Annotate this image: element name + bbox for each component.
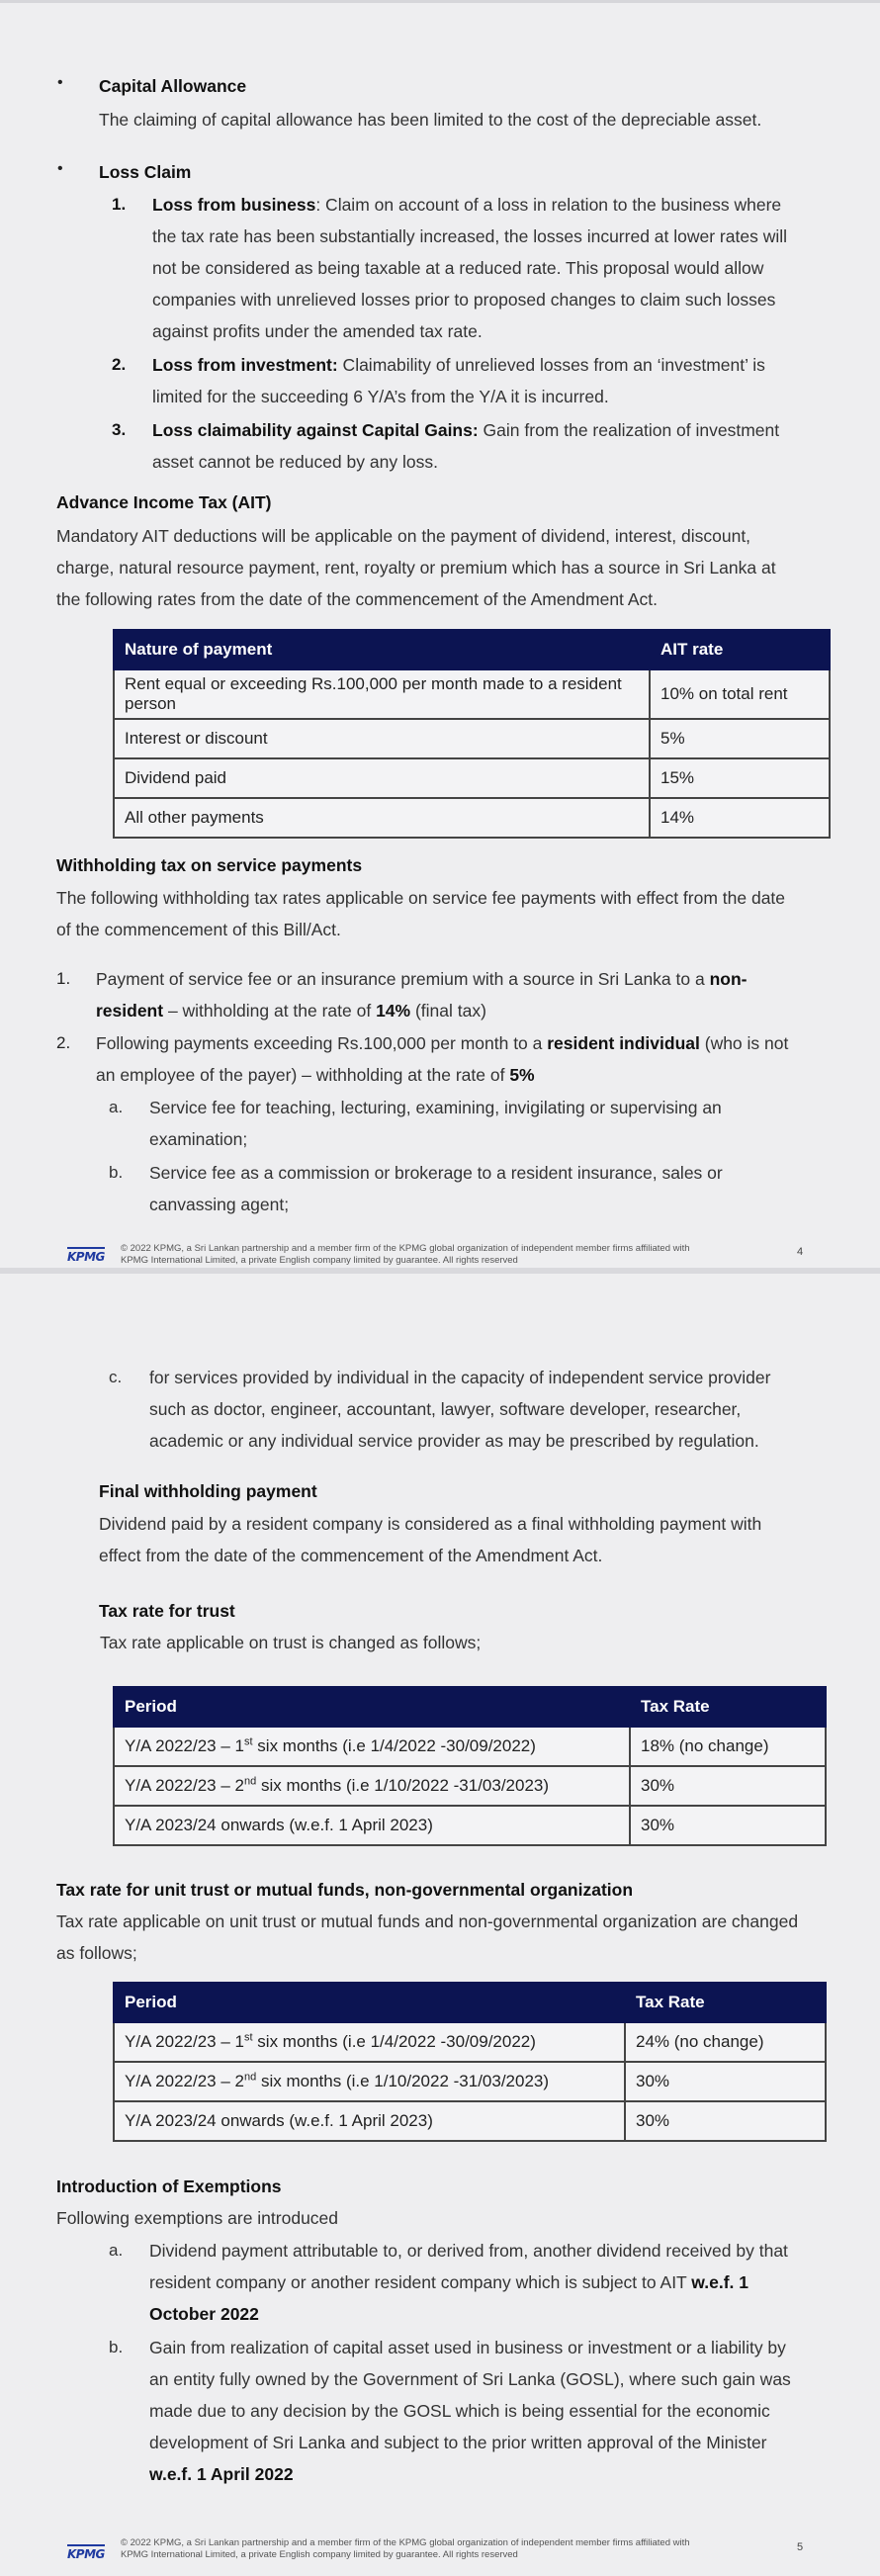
- wht-sub-item: [149, 1157, 841, 1220]
- column-header: Nature of payment: [114, 630, 650, 669]
- footer-copyright: [121, 1243, 690, 1267]
- table-cell: 10% on total rent: [650, 669, 830, 719]
- item-text: academic or any individual service provider as may be prescribed by regulation.: [149, 1431, 759, 1451]
- document-page-4: [0, 0, 880, 1271]
- trust-rate-table: [113, 1686, 827, 1846]
- item-text: against profits under the amended tax rate.: [152, 321, 483, 341]
- logo-text: KPMG: [67, 1247, 105, 1264]
- column-header: Period: [114, 1983, 625, 2022]
- item-text: examination;: [149, 1129, 248, 1149]
- footer-copyright: [121, 2537, 690, 2561]
- kpmg-logo: [67, 2544, 105, 2562]
- table-cell: Y/A 2023/24 onwards (w.e.f. 1 April 2023): [114, 1806, 630, 1845]
- capital-allowance-heading: Capital Allowance: [99, 76, 247, 96]
- table-row: [114, 2101, 826, 2141]
- item-text: resident company or another resident company which is subject to AIT: [149, 2272, 692, 2292]
- loss-from-business-item: [152, 189, 835, 347]
- bullet-dot: •: [57, 74, 63, 91]
- item-text: (final tax): [410, 1001, 486, 1021]
- table-cell: 24% (no change): [625, 2022, 826, 2062]
- paragraph-line: The following withholding tax rates applicable on service fee payments with effect from the date: [56, 888, 786, 908]
- list-number: 1.: [112, 195, 127, 214]
- item-text: an employee of the payer) – withholding at the rate of: [96, 1065, 510, 1085]
- table-row: [114, 798, 830, 838]
- loss-claim-heading: Loss Claim: [99, 162, 192, 182]
- item-bold: non-: [709, 969, 748, 989]
- item-text: canvassing agent;: [149, 1195, 290, 1214]
- loss-from-investment-item: [152, 349, 835, 412]
- table-header-row: [114, 1687, 826, 1727]
- column-header: Tax Rate: [630, 1687, 826, 1727]
- item-bold: w.e.f. 1: [691, 2272, 749, 2292]
- footer-line: © 2022 KPMG, a Sri Lankan partnership and a member firm of the KPMG global organization of independent member firms affiliated with: [121, 2537, 690, 2548]
- loss-capital-gains-item: [152, 414, 835, 478]
- final-wht-heading: Final withholding payment: [99, 1481, 317, 1501]
- loss-from-business-label: Loss from business: [152, 195, 316, 215]
- list-letter: c.: [109, 1368, 123, 1386]
- wht-item-non-resident: [96, 963, 847, 1026]
- table-cell: 30%: [625, 2101, 826, 2141]
- item-bold: w.e.f. 1 April 2022: [149, 2464, 294, 2484]
- paragraph-line: charge, natural resource payment, rent, royalty or premium which has a source in Sri Lanka at: [56, 558, 776, 577]
- item-text: – withholding at the rate of: [163, 1001, 377, 1021]
- list-letter: b.: [109, 2338, 124, 2356]
- exemptions-heading: Introduction of Exemptions: [56, 2176, 282, 2196]
- document-page-5: [0, 1268, 880, 2576]
- item-text: Service fee for teaching, lecturing, examining, invigilating or supervising an: [149, 1098, 722, 1117]
- item-text: Gain from realization of capital asset used in business or investment or a liability by: [149, 2338, 786, 2357]
- unit-trust-rate-table: [113, 1982, 827, 2142]
- loss-capital-gains-label: Loss claimability against Capital Gains:: [152, 420, 479, 440]
- item-text: (who is not: [699, 1033, 789, 1053]
- table-cell: 14%: [650, 798, 830, 838]
- paragraph-line: as follows;: [56, 1943, 137, 1963]
- item-text: Following payments exceeding Rs.100,000 per month to a: [96, 1033, 548, 1053]
- table-cell: 30%: [625, 2062, 826, 2101]
- list-letter: a.: [109, 2241, 124, 2260]
- table-cell: Interest or discount: [114, 719, 650, 758]
- table-cell: 18% (no change): [630, 1727, 826, 1766]
- item-bold: 5%: [509, 1065, 535, 1085]
- item-text: Dividend payment attributable to, or derived from, another dividend received by that: [149, 2241, 788, 2261]
- item-text: companies with unrelieved losses prior to proposed changes to claim such losses: [152, 290, 776, 310]
- table-cell: All other payments: [114, 798, 650, 838]
- item-text: Service fee as a commission or brokerage to a resident insurance, sales or: [149, 1163, 723, 1183]
- final-wht-paragraph: [99, 1508, 850, 1571]
- item-text: Gain from the realization of investment: [478, 420, 780, 440]
- table-cell: Rent equal or exceeding Rs.100,000 per month made to a resident person: [114, 669, 650, 719]
- trust-text: Tax rate applicable on trust is changed as follows;: [100, 1633, 482, 1652]
- table-cell: Y/A 2022/23 – 1st six months (i.e 1/4/2022 -30/09/2022): [114, 1727, 630, 1766]
- column-header: Period: [114, 1687, 630, 1727]
- table-cell: Y/A 2022/23 – 2nd six months (i.e 1/10/2022 -31/03/2023): [114, 1766, 630, 1806]
- footer-line: © 2022 KPMG, a Sri Lankan partnership and a member firm of the KPMG global organization of independent member firms affiliated with: [121, 1243, 690, 1254]
- table-cell: Y/A 2022/23 – 2nd six months (i.e 1/10/2022 -31/03/2023): [114, 2062, 625, 2101]
- item-text: Payment of service fee or an insurance premium with a source in Sri Lanka to a: [96, 969, 710, 989]
- wht-heading: Withholding tax on service payments: [56, 855, 363, 875]
- table-cell: 5%: [650, 719, 830, 758]
- wht-sub-item: [149, 1362, 841, 1457]
- item-text: development of Sri Lanka and subject to the prior written approval of the Minister: [149, 2433, 767, 2452]
- table-row: [114, 758, 830, 798]
- item-text: the tax rate has been substantially increased, the losses incurred at lower rates will: [152, 226, 787, 246]
- table-row: [114, 719, 830, 758]
- table-row: [114, 2022, 826, 2062]
- table-cell: 30%: [630, 1766, 826, 1806]
- table-cell: Dividend paid: [114, 758, 650, 798]
- list-number: 1.: [56, 969, 71, 988]
- kpmg-logo: [67, 1247, 105, 1265]
- wht-item-resident: [96, 1027, 847, 1091]
- unit-trust-paragraph: [56, 1906, 847, 1969]
- ait-rate-table: [113, 629, 831, 839]
- table-row: [114, 2062, 826, 2101]
- column-header: Tax Rate: [625, 1983, 826, 2022]
- table-row: [114, 1766, 826, 1806]
- ait-paragraph: [56, 520, 847, 615]
- item-bold: October 2022: [149, 2304, 259, 2324]
- loss-from-investment-label: Loss from investment:: [152, 355, 338, 375]
- item-bold: 14%: [376, 1001, 411, 1021]
- footer-line: KPMG International Limited, a private English company limited by guarantee. All rights reserved: [121, 1255, 518, 1266]
- item-text: such as doctor, engineer, accountant, lawyer, software developer, researcher,: [149, 1399, 742, 1419]
- item-text: Claimability of unrelieved losses from an ‘investment’ is: [337, 355, 765, 375]
- exemptions-text: Following exemptions are introduced: [56, 2208, 339, 2228]
- table-row: [114, 669, 830, 719]
- list-letter: a.: [109, 1098, 124, 1116]
- table-row: [114, 1727, 826, 1766]
- item-text: for services provided by individual in the capacity of independent service provider: [149, 1368, 771, 1387]
- table-header-row: [114, 630, 830, 669]
- table-cell: 30%: [630, 1806, 826, 1845]
- capital-allowance-text: The claiming of capital allowance has been limited to the cost of the depreciable asset.: [99, 110, 762, 130]
- table-cell: Y/A 2022/23 – 1st six months (i.e 1/4/2022 -30/09/2022): [114, 2022, 625, 2062]
- logo-text: KPMG: [67, 2544, 105, 2561]
- bullet-dot: •: [57, 160, 63, 177]
- list-number: 2.: [56, 1033, 71, 1052]
- item-text: asset cannot be reduced by any loss.: [152, 452, 438, 472]
- list-number: 3.: [112, 420, 127, 439]
- wht-paragraph: [56, 882, 847, 945]
- item-text: not be considered as being taxable at a reduced rate. This proposal would allow: [152, 258, 764, 278]
- paragraph-line: effect from the date of the commencement of the Amendment Act.: [99, 1546, 603, 1565]
- unit-trust-heading: Tax rate for unit trust or mutual funds, non-governmental organization: [56, 1880, 634, 1900]
- footer-line: KPMG International Limited, a private English company limited by guarantee. All rights reserved: [121, 2549, 518, 2560]
- wht-sub-item: [149, 1092, 841, 1155]
- exemption-item: [149, 2332, 841, 2490]
- exemption-item: [149, 2235, 841, 2330]
- paragraph-line: the following rates from the date of the commencement of the Amendment Act.: [56, 589, 658, 609]
- paragraph-line: Dividend paid by a resident company is considered as a final withholding payment with: [99, 1514, 762, 1534]
- item-text: limited for the succeeding 6 Y/A’s from the Y/A it is incurred.: [152, 387, 609, 406]
- list-number: 2.: [112, 355, 127, 374]
- item-bold: resident: [96, 1001, 164, 1021]
- item-text: : Claim on account of a loss in relation to the business where: [315, 195, 782, 215]
- item-text: made due to any decision by the GOSL which is being essential for the economic: [149, 2401, 770, 2421]
- paragraph-line: Tax rate applicable on unit trust or mutual funds and non-governmental organization are changed: [56, 1911, 799, 1931]
- list-letter: b.: [109, 1163, 124, 1182]
- table-row: [114, 1806, 826, 1845]
- ait-heading: Advance Income Tax (AIT): [56, 492, 272, 512]
- page-number: 5: [797, 2541, 804, 2553]
- paragraph-line: of the commencement of this Bill/Act.: [56, 920, 341, 939]
- page-number: 4: [797, 1246, 804, 1258]
- item-bold: resident individual: [547, 1033, 700, 1053]
- table-cell: 15%: [650, 758, 830, 798]
- table-header-row: [114, 1983, 826, 2022]
- paragraph-line: Mandatory AIT deductions will be applicable on the payment of dividend, interest, discount,: [56, 526, 751, 546]
- table-cell: Y/A 2023/24 onwards (w.e.f. 1 April 2023): [114, 2101, 625, 2141]
- item-text: an entity fully owned by the Government of Sri Lanka (GOSL), where such gain was: [149, 2369, 791, 2389]
- trust-heading: Tax rate for trust: [99, 1601, 235, 1621]
- column-header: AIT rate: [650, 630, 830, 669]
